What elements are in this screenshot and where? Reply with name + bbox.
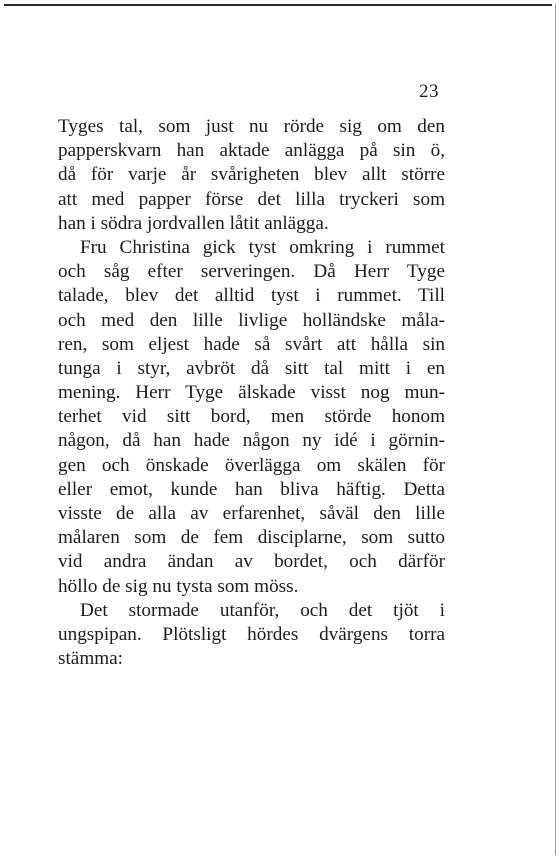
text-line: Fru Christina gick tyst omkring i rummet <box>80 236 445 258</box>
text-line: papperskvarn han aktade anlägga på sin ö, <box>58 140 445 162</box>
text-line: höllo de sig nu tysta som möss. <box>58 575 299 597</box>
text-line: terhet vid sitt bord, men störde honom <box>58 406 445 428</box>
text-line: Tyges tal, som just nu rörde sig om den <box>58 116 445 137</box>
text-line: då för varje år svårigheten blev allt större <box>58 164 445 186</box>
text-line: att med papper förse det lilla tryckeri som <box>58 188 445 210</box>
page-number: 23 <box>419 81 439 102</box>
text-line: gen och önskade överlägga om skälen för <box>58 454 445 476</box>
text-line: mening. Herr Tyge älskade visst nog mun- <box>58 382 445 404</box>
text-line: vid andra ändan av bordet, och därför <box>58 551 445 573</box>
text-line: och med den lille livlige holländske måla- <box>58 309 445 331</box>
text-line: talade, blev det alltid tyst i rummet. Till <box>58 285 445 307</box>
text-line: någon, då han hade någon ny idé i görnin- <box>58 430 445 452</box>
text-line: stämma: <box>58 648 124 670</box>
text-line: eller emot, kunde han bliva häftig. Detta <box>58 478 445 500</box>
text-line: och såg efter serveringen. Då Herr Tyge <box>58 261 445 283</box>
body-text <box>58 115 445 671</box>
text-line: han i södra jordvallen låtit anlägga. <box>58 212 329 234</box>
text-line: ren, som eljest hade så svårt att hålla sin <box>58 333 445 355</box>
page-edge-line <box>555 4 556 855</box>
text-line: tunga i styr, avbröt då sitt tal mitt i en <box>58 357 445 379</box>
text-line: Det stormade utanför, och det tjöt i <box>80 599 445 621</box>
text-line: målaren som de fem disciplarne, som sutto <box>58 527 445 549</box>
top-border-line <box>4 4 552 6</box>
text-line: visste de alla av erfarenhet, såväl den lille <box>58 503 445 524</box>
text-line: ungspipan. Plötsligt hördes dvärgens torra <box>58 623 445 645</box>
